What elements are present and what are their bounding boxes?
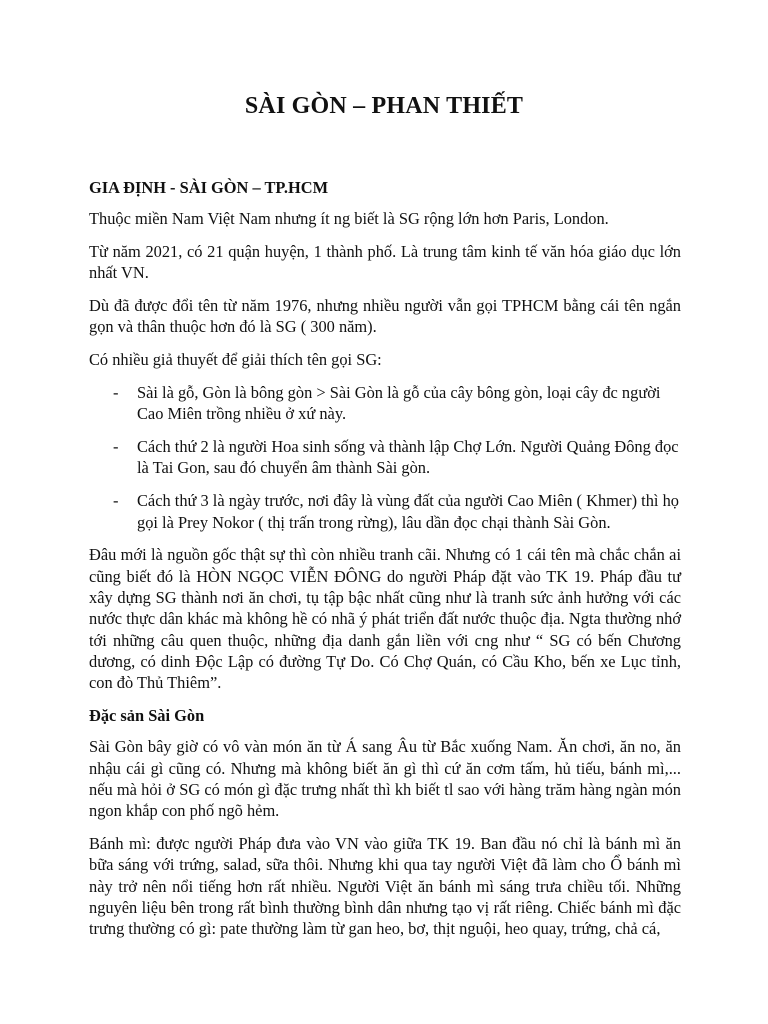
paragraph: Dù đã được đổi tên từ năm 1976, nhưng nhiều người vẫn gọi TPHCM bằng cái tên ngắn gọn và thân thuộc hơn đó là SG ( 300 năm).: [89, 296, 681, 337]
section-heading-gia-dinh: GIA ĐỊNH - SÀI GÒN – TP.HCM: [89, 178, 329, 197]
list-item-text: Sài là gỗ, Gòn là bông gòn > Sài Gòn là gỗ của cây bông gòn, loại cây đc người Cao Miên trồng nhiều ở xứ này.: [137, 383, 661, 424]
document-title: SÀI GÒN – PHAN THIẾT: [244, 93, 524, 119]
bullet-marker: -: [113, 437, 119, 457]
list-item: [113, 436, 681, 479]
paragraph: Từ năm 2021, có 21 quận huyện, 1 thành phố. Là trung tâm kinh tế văn hóa giáo dục lớn nhất VN.: [89, 242, 681, 283]
paragraph: Đâu mới là nguồn gốc thật sự thì còn nhiều tranh cãi. Nhưng có 1 cái tên mà chắc chắn ai cũng biết đó là HÒN NGỌC VIỄN ĐÔNG do người Pháp đặt vào TK 19. Pháp đầu tư xây dựng SG thành nơi ăn chơi, tụ tập bậc nhất cũng như là tranh sức ảnh hưởng với các nước thực dân khác mà không hề có nhã ý phát triển đất nước thuộc địa. Ngta thường nhớ tới những câu quen thuộc, những địa danh gắn liền với cng như “ SG có bến Chương dương, có dinh Độc Lập có đường Tự Do. Có Chợ Quán, có Cầu Kho, bến xe Lục tỉnh, con đò Thủ Thiêm”.: [89, 545, 681, 693]
paragraph: Bánh mì: được người Pháp đưa vào VN vào giữa TK 19. Ban đầu nó chỉ là bánh mì ăn bữa sáng với trứng, salad, sữa thôi. Nhưng khi qua tay người Việt đã làm cho Ổ bánh mì này trở nên nổi tiếng hơn rất nhiều. Người Việt ăn bánh mì sáng trưa chiều tối. Những nguyên liệu bên trong rất bình thường bình dân nhưng tạo vị rất riêng. Chiếc bánh mì đặc trưng thường có gì: pate thường làm từ gan heo, bơ, thịt nguội, heo quay, trứng, chả cá,: [89, 833, 681, 939]
paragraph: Sài Gòn bây giờ có vô vàn món ăn từ Á sang Âu từ Bắc xuống Nam. Ăn chơi, ăn no, ăn nhậu cái gì cũng có. Nhưng mà không biết ăn gì thì cứ ăn cơm tấm, hủ tiếu, bánh mì,... nếu mà hỏi ở SG có món gì đặc trưng nhất thì kh biết tl sao với hàng trăm hàng ngàn món ngon khắp con phố ngõ hẻm.: [89, 737, 681, 821]
document-body: [89, 177, 681, 951]
section-heading-dac-san: Đặc sản Sài Gòn: [89, 705, 205, 725]
list-item: [113, 490, 681, 533]
paragraph: Có nhiều giả thuyết để giải thích tên gọi SG:: [89, 350, 382, 370]
bullet-marker: -: [113, 491, 119, 511]
bullet-marker: -: [113, 383, 119, 403]
list-item: [113, 382, 681, 425]
paragraph: Thuộc miền Nam Việt Nam nhưng ít ng biết là SG rộng lớn hơn Paris, London.: [89, 209, 609, 229]
list-item-text: Cách thứ 3 là ngày trước, nơi đây là vùng đất của người Cao Miên ( Khmer) thì họ gọi là Prey Nokor ( thị trấn trong rừng), lâu dần đọc chại thành Sài Gòn.: [137, 491, 679, 532]
name-origin-list: [89, 382, 681, 533]
list-item-text: Cách thứ 2 là người Hoa sinh sống và thành lập Chợ Lớn. Người Quảng Đông đọc là Tai Gon, sau đó chuyển âm thành Sài gòn.: [137, 437, 679, 478]
